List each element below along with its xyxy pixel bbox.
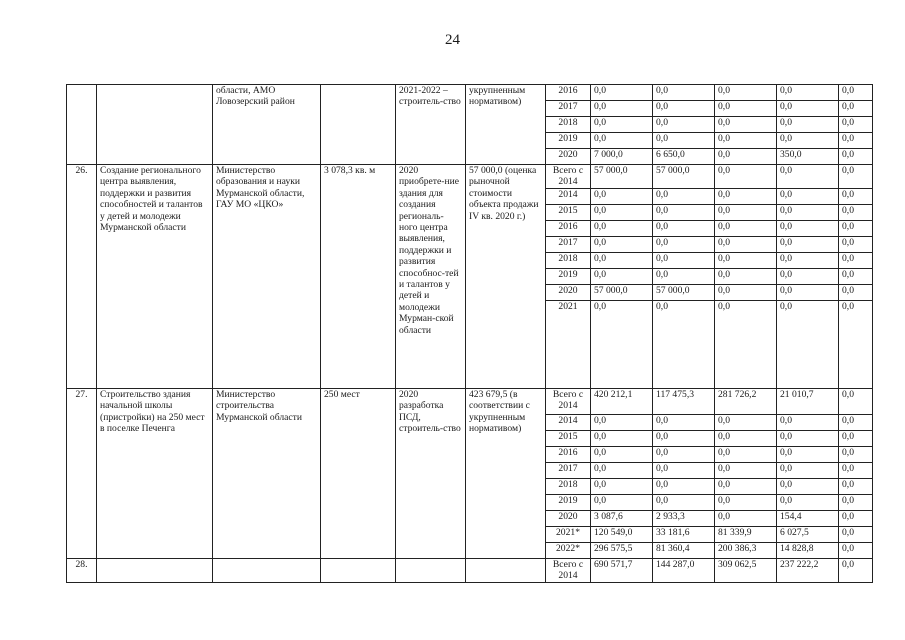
value-cell: 0,0 <box>839 284 873 300</box>
value-cell: 0,0 <box>839 133 873 149</box>
year-label: 2017 <box>546 462 591 478</box>
value-cell: 0,0 <box>653 478 715 494</box>
year-row <box>67 388 873 414</box>
year-label: 2015 <box>546 430 591 446</box>
estimated-cost <box>466 558 546 582</box>
value-cell: 0,0 <box>653 252 715 268</box>
row-number <box>67 85 97 165</box>
value-cell: 237 222,2 <box>777 558 839 582</box>
value-cell: 0,0 <box>777 430 839 446</box>
row-number: 27. <box>67 388 97 558</box>
value-cell: 0,0 <box>591 85 653 101</box>
capacity: 3 078,3 кв. м <box>321 165 396 389</box>
value-cell: 0,0 <box>653 188 715 204</box>
value-cell: 0,0 <box>715 149 777 165</box>
value-cell: 57 000,0 <box>591 165 653 189</box>
value-cell: 0,0 <box>777 252 839 268</box>
year-label: 2019 <box>546 133 591 149</box>
value-cell: 0,0 <box>591 220 653 236</box>
year-label: Всего с 2014 <box>546 388 591 414</box>
value-cell: 0,0 <box>777 494 839 510</box>
year-label: 2019 <box>546 494 591 510</box>
value-cell: 0,0 <box>591 494 653 510</box>
value-cell: 3 087,6 <box>591 510 653 526</box>
year-label: 2021 <box>546 300 591 388</box>
deadline: 2021-2022 – строитель-ство <box>396 85 466 165</box>
value-cell: 0,0 <box>839 542 873 558</box>
value-cell: 0,0 <box>653 430 715 446</box>
year-label: 2014 <box>546 188 591 204</box>
project-name: Создание регионального центра выявления, поддержки и развития способностей и талантов у детей и молодежи Мурманской области <box>97 165 213 389</box>
value-cell: 0,0 <box>839 204 873 220</box>
value-cell: 0,0 <box>653 220 715 236</box>
year-row <box>67 165 873 189</box>
value-cell: 0,0 <box>839 462 873 478</box>
value-cell: 0,0 <box>591 204 653 220</box>
value-cell: 0,0 <box>777 101 839 117</box>
value-cell: 81 360,4 <box>653 542 715 558</box>
value-cell: 0,0 <box>591 101 653 117</box>
value-cell: 0,0 <box>591 188 653 204</box>
value-cell: 0,0 <box>777 446 839 462</box>
value-cell: 0,0 <box>715 252 777 268</box>
value-cell: 14 828,8 <box>777 542 839 558</box>
value-cell: 0,0 <box>715 462 777 478</box>
year-label: 2015 <box>546 204 591 220</box>
value-cell: 2 933,3 <box>653 510 715 526</box>
value-cell: 296 575,5 <box>591 542 653 558</box>
value-cell: 0,0 <box>839 149 873 165</box>
value-cell: 33 181,6 <box>653 526 715 542</box>
value-cell: 0,0 <box>839 494 873 510</box>
value-cell: 0,0 <box>653 494 715 510</box>
value-cell: 0,0 <box>591 414 653 430</box>
value-cell: 0,0 <box>715 165 777 189</box>
value-cell: 57 000,0 <box>653 284 715 300</box>
value-cell: 0,0 <box>839 101 873 117</box>
value-cell: 21 010,7 <box>777 388 839 414</box>
deadline <box>396 558 466 582</box>
value-cell: 0,0 <box>591 446 653 462</box>
executor: области, АМО Ловозерский район <box>213 85 321 165</box>
value-cell: 350,0 <box>777 149 839 165</box>
value-cell: 0,0 <box>777 85 839 101</box>
year-label: 2016 <box>546 446 591 462</box>
year-row <box>67 85 873 101</box>
capacity: 250 мест <box>321 388 396 558</box>
value-cell: 0,0 <box>839 236 873 252</box>
value-cell: 6 650,0 <box>653 149 715 165</box>
row-number: 26. <box>67 165 97 389</box>
row-number: 28. <box>67 558 97 582</box>
year-label: Всего с 2014 <box>546 165 591 189</box>
value-cell: 690 571,7 <box>591 558 653 582</box>
value-cell: 0,0 <box>839 446 873 462</box>
value-cell: 57 000,0 <box>591 284 653 300</box>
value-cell: 0,0 <box>591 252 653 268</box>
value-cell: 309 062,5 <box>715 558 777 582</box>
year-label: Всего с 2014 <box>546 558 591 582</box>
value-cell: 0,0 <box>839 388 873 414</box>
value-cell: 120 549,0 <box>591 526 653 542</box>
value-cell: 0,0 <box>715 414 777 430</box>
executor <box>213 558 321 582</box>
value-cell: 0,0 <box>591 268 653 284</box>
value-cell: 0,0 <box>839 268 873 284</box>
value-cell: 0,0 <box>777 188 839 204</box>
value-cell: 0,0 <box>591 430 653 446</box>
value-cell: 0,0 <box>777 165 839 189</box>
value-cell: 0,0 <box>653 462 715 478</box>
value-cell: 0,0 <box>715 133 777 149</box>
project-name: Строительство здания начальной школы (пристройки) на 250 мест в поселке Печенга <box>97 388 213 558</box>
value-cell: 0,0 <box>591 478 653 494</box>
value-cell: 0,0 <box>715 85 777 101</box>
year-label: 2020 <box>546 510 591 526</box>
estimated-cost: 57 000,0 (оценка рыночной стоимости объекта продажи IV кв. 2020 г.) <box>466 165 546 389</box>
value-cell: 0,0 <box>715 188 777 204</box>
value-cell: 0,0 <box>839 414 873 430</box>
value-cell: 0,0 <box>839 117 873 133</box>
value-cell: 0,0 <box>777 133 839 149</box>
value-cell: 0,0 <box>591 236 653 252</box>
value-cell: 0,0 <box>839 510 873 526</box>
value-cell: 0,0 <box>653 414 715 430</box>
value-cell: 81 339,9 <box>715 526 777 542</box>
value-cell: 6 027,5 <box>777 526 839 542</box>
year-label: 2018 <box>546 478 591 494</box>
year-label: 2018 <box>546 252 591 268</box>
value-cell: 0,0 <box>715 236 777 252</box>
value-cell: 0,0 <box>777 414 839 430</box>
value-cell: 0,0 <box>715 446 777 462</box>
value-cell: 0,0 <box>715 117 777 133</box>
value-cell: 0,0 <box>839 188 873 204</box>
year-label: 2014 <box>546 414 591 430</box>
value-cell: 0,0 <box>653 300 715 388</box>
value-cell: 0,0 <box>715 220 777 236</box>
value-cell: 0,0 <box>653 236 715 252</box>
value-cell: 0,0 <box>653 204 715 220</box>
value-cell: 0,0 <box>715 268 777 284</box>
value-cell: 0,0 <box>715 300 777 388</box>
estimated-cost: 423 679,5 (в соответствии с укрупненным нормативом) <box>466 388 546 558</box>
value-cell: 0,0 <box>715 430 777 446</box>
value-cell: 0,0 <box>653 133 715 149</box>
value-cell: 0,0 <box>839 252 873 268</box>
year-label: 2019 <box>546 268 591 284</box>
value-cell: 200 386,3 <box>715 542 777 558</box>
year-label: 2018 <box>546 117 591 133</box>
value-cell: 7 000,0 <box>591 149 653 165</box>
year-label: 2017 <box>546 236 591 252</box>
value-cell: 0,0 <box>777 462 839 478</box>
value-cell: 0,0 <box>777 236 839 252</box>
year-label: 2021* <box>546 526 591 542</box>
value-cell: 0,0 <box>839 220 873 236</box>
value-cell: 0,0 <box>653 101 715 117</box>
value-cell: 0,0 <box>715 494 777 510</box>
value-cell: 0,0 <box>715 204 777 220</box>
deadline: 2020 приобрете-ние здания для создания региональ-ного центра выявления, поддержки и развития способнос-тей и талантов у детей и молодежи Мурман-ской области <box>396 165 466 389</box>
value-cell: 0,0 <box>777 268 839 284</box>
value-cell: 0,0 <box>839 526 873 542</box>
value-cell: 154,4 <box>777 510 839 526</box>
year-label: 2016 <box>546 220 591 236</box>
value-cell: 0,0 <box>839 478 873 494</box>
value-cell: 0,0 <box>591 117 653 133</box>
year-label: 2020 <box>546 149 591 165</box>
value-cell: 0,0 <box>653 117 715 133</box>
value-cell: 0,0 <box>653 85 715 101</box>
value-cell: 0,0 <box>839 430 873 446</box>
value-cell: 0,0 <box>653 268 715 284</box>
value-cell: 0,0 <box>839 558 873 582</box>
value-cell: 0,0 <box>715 478 777 494</box>
value-cell: 0,0 <box>777 284 839 300</box>
value-cell: 0,0 <box>777 300 839 388</box>
estimated-cost: укрупненным нормативом) <box>466 85 546 165</box>
value-cell: 0,0 <box>777 220 839 236</box>
year-row <box>67 558 873 582</box>
capacity <box>321 558 396 582</box>
value-cell: 0,0 <box>715 510 777 526</box>
page-number: 24 <box>445 32 460 48</box>
value-cell: 0,0 <box>777 204 839 220</box>
executor: Министерство образования и науки Мурманской области, ГАУ МО «ЦКО» <box>213 165 321 389</box>
value-cell: 281 726,2 <box>715 388 777 414</box>
value-cell: 0,0 <box>715 284 777 300</box>
investment-table <box>66 84 873 583</box>
year-label: 2016 <box>546 85 591 101</box>
value-cell: 0,0 <box>653 446 715 462</box>
project-name <box>97 558 213 582</box>
value-cell: 0,0 <box>591 300 653 388</box>
capacity <box>321 85 396 165</box>
value-cell: 0,0 <box>839 85 873 101</box>
value-cell: 144 287,0 <box>653 558 715 582</box>
value-cell: 117 475,3 <box>653 388 715 414</box>
project-name <box>97 85 213 165</box>
value-cell: 57 000,0 <box>653 165 715 189</box>
value-cell: 0,0 <box>777 478 839 494</box>
value-cell: 0,0 <box>839 165 873 189</box>
deadline: 2020 разработка ПСД, строитель-ство <box>396 388 466 558</box>
value-cell: 0,0 <box>715 101 777 117</box>
value-cell: 0,0 <box>591 462 653 478</box>
value-cell: 0,0 <box>777 117 839 133</box>
value-cell: 0,0 <box>839 300 873 388</box>
year-label: 2020 <box>546 284 591 300</box>
value-cell: 420 212,1 <box>591 388 653 414</box>
year-label: 2017 <box>546 101 591 117</box>
value-cell: 0,0 <box>591 133 653 149</box>
year-label: 2022* <box>546 542 591 558</box>
executor: Министерство строительства Мурманской области <box>213 388 321 558</box>
